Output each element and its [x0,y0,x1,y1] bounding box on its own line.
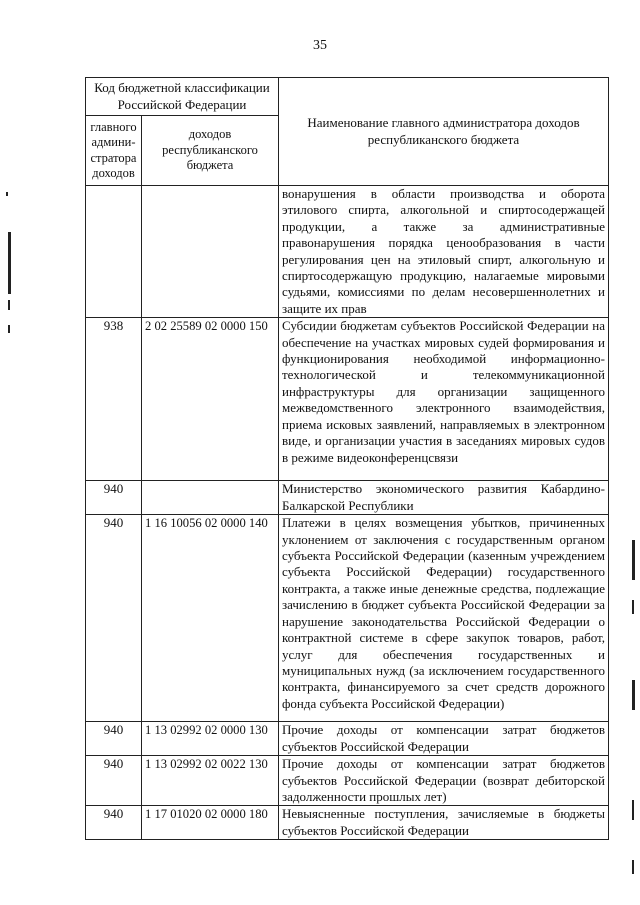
revenue-code: 1 13 02992 02 0022 130 [142,756,279,806]
table-row [86,756,609,806]
scan-mark [632,680,635,710]
table-row [86,186,609,318]
admin-code [86,186,142,318]
revenue-code: 1 16 10056 02 0000 140 [142,515,279,722]
revenue-name: Прочие доходы от компенсации затрат бюджетов субъектов Российской Федерации (возврат дебиторской задолженности прошлых лет) [279,756,609,806]
scan-mark [632,600,634,614]
admin-code: 940 [86,806,142,840]
revenue-name: Министерство экономического развития Кабардино-Балкарской Республики [279,481,609,515]
revenue-code: 1 17 01020 02 0000 180 [142,806,279,840]
revenue-name: Субсидии бюджетам субъектов Российской Федерации на обеспечение на участках мировых судей формирования и функционирования необходимой информационно-технологической и телекоммуникационной инфраструктуры для организации защищенного межведомственного электронного взаимодействия, приема исковых заявлений, направляемых в электронном виде, и организации участия в заседаниях мировых судов в режиме видеоконференцсвязи [279,318,609,481]
scan-mark [8,232,11,294]
scan-mark [8,325,10,333]
table-row [86,806,609,840]
scan-mark [632,540,635,580]
revenue-code: 1 13 02992 02 0000 130 [142,722,279,756]
admin-code: 940 [86,515,142,722]
header-admin-column: главного админи-стратора доходов [86,116,142,186]
table-row [86,318,609,481]
scan-mark [6,192,8,196]
page-number: 35 [313,38,327,53]
header-revenue-column: доходов республиканского бюджета [142,116,279,186]
scan-mark [8,300,10,310]
table-row [86,722,609,756]
table-row [86,515,609,722]
scan-mark [632,860,634,874]
revenue-code: 2 02 25589 02 0000 150 [142,318,279,481]
header-name-column: Наименование главного администратора доходов республиканского бюджета [279,78,609,186]
revenue-code [142,481,279,515]
budget-classification-table [85,77,609,840]
admin-code: 938 [86,318,142,481]
revenue-name: Прочие доходы от компенсации затрат бюджетов субъектов Российской Федерации [279,722,609,756]
admin-code: 940 [86,481,142,515]
scan-mark [632,800,634,820]
admin-code: 940 [86,722,142,756]
revenue-code [142,186,279,318]
header-group-title: Код бюджетной классификации Российской Федерации [86,78,279,116]
revenue-name: Платежи в целях возмещения убытков, причиненных уклонением от заключения с государственным органом субъекта Российской Федерации (казенным учреждением субъекта Российской Федерации) государственного контракта, а также иные денежные средства, подлежащие зачислению в бюджет субъекта Российской Федерации за нарушение законодательства Российской Федерации о контрактной системе в сфере закупок товаров, работ, услуг для обеспечения государственных и муниципальных нужд (за исключением государственного контракта, финансируемого за счет средств дорожного фонда субъекта Российской Федерации) [279,515,609,722]
admin-code: 940 [86,756,142,806]
revenue-name: Невыясненные поступления, зачисляемые в бюджеты субъектов Российской Федерации [279,806,609,840]
table-row [86,481,609,515]
revenue-name: вонарушения в области производства и оборота этилового спирта, алкогольной и спиртосодержащей продукции, а также за административные правонарушения порядка ценообразования в части регулирования цен на этиловый спирт, алкогольную и спиртосодержащую продукцию, налагаемые мировыми судьями, комиссиями по делам несовершеннолетних и защите их прав [279,186,609,318]
